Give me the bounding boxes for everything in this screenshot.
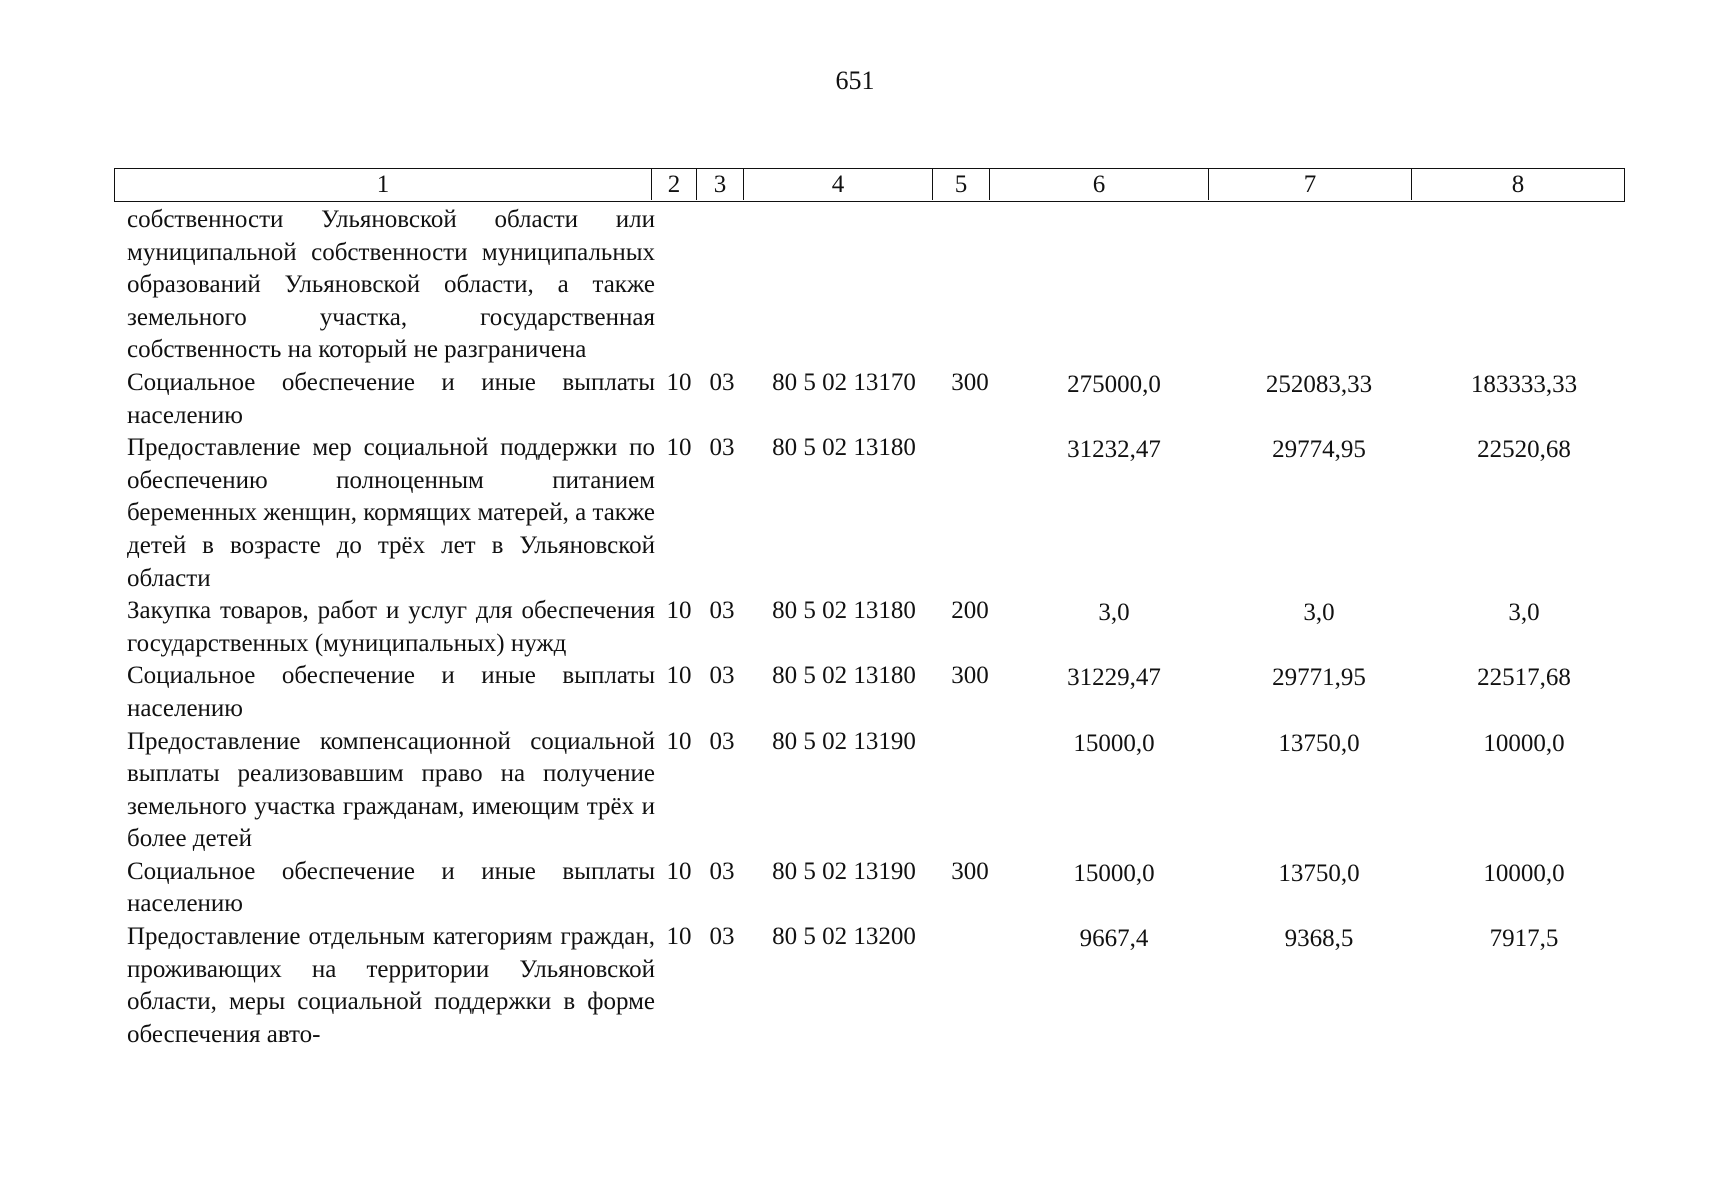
row-expense-type: 300 [951, 857, 989, 885]
row-amount-3: 22520,68 [1477, 436, 1571, 464]
row-section: 10 [666, 662, 692, 690]
row-amount-3: 10000,0 [1483, 859, 1565, 887]
header-col-6: 6 [989, 169, 1208, 200]
row-amount-2: 29771,95 [1272, 664, 1366, 692]
table-row [114, 660, 1634, 725]
row-description: Предоставление компенсационной социальной выплаты реализовавшим право на получение земельного участка гражданам, имеющим трёх и более детей [127, 727, 655, 853]
row-amount-2: 13750,0 [1278, 729, 1360, 757]
row-description: Социальное обеспечение и иные выплаты населению [127, 662, 655, 722]
row-expense-type: 300 [951, 662, 989, 690]
header-col-7: 7 [1208, 169, 1411, 200]
row-amount-3: 22517,68 [1477, 664, 1571, 692]
row-amount-3: 10000,0 [1483, 729, 1565, 757]
row-description: Предоставление отдельным категориям граждан, проживающих на территории Ульяновской области, меры социальной поддержки в форме обеспечения авто- [127, 923, 655, 1048]
row-section: 10 [666, 727, 692, 755]
row-description: Закупка товаров, работ и услуг для обеспечения государственных (муниципальных) нужд [127, 597, 655, 657]
row-expense-type: 300 [951, 368, 989, 396]
row-description: Социальное обеспечение и иные выплаты населению [127, 368, 655, 429]
row-amount-3: 183333,33 [1470, 370, 1578, 398]
row-section: 10 [666, 857, 692, 885]
header-col-3: 3 [696, 169, 743, 200]
row-section: 10 [666, 597, 692, 625]
row-amount-2: 9368,5 [1284, 925, 1354, 953]
header-col-1: 1 [376, 171, 390, 198]
row-amount-2: 252083,33 [1265, 370, 1373, 398]
table-row [114, 432, 1634, 595]
table-row [114, 726, 1634, 856]
row-description: Предоставление мер социальной поддержки по обеспечению полноценным питанием беременных женщин, кормящих матерей, а также детей в возрасте до трёх лет в Ульяновской области [127, 434, 655, 592]
row-subsection: 03 [709, 597, 735, 625]
row-amount-1: 15000,0 [1073, 729, 1155, 757]
header-col-2: 2 [651, 169, 696, 200]
row-description: Социальное обеспечение и иные выплаты населению [127, 857, 655, 918]
row-amount-1: 31232,47 [1067, 436, 1161, 464]
row-target-code: 80 5 02 13200 [772, 923, 916, 951]
row-subsection: 03 [709, 857, 735, 885]
row-subsection: 03 [709, 727, 735, 755]
row-amount-2: 13750,0 [1278, 859, 1360, 887]
row-amount-1: 31229,47 [1067, 664, 1161, 692]
row-subsection: 03 [709, 434, 735, 462]
table-body [114, 204, 1634, 1051]
row-target-code: 80 5 02 13180 [772, 434, 916, 462]
row-target-code: 80 5 02 13170 [772, 368, 916, 396]
header-col-4: 4 [743, 169, 932, 200]
page-number: 651 [835, 66, 875, 95]
row-amount-1: 3,0 [1098, 599, 1130, 627]
table-header [114, 168, 1625, 202]
row-amount-1: 9667,4 [1079, 925, 1149, 953]
row-subsection: 03 [709, 368, 735, 396]
row-target-code: 80 5 02 13190 [772, 857, 916, 885]
row-target-code: 80 5 02 13180 [772, 662, 916, 690]
table-row [114, 856, 1634, 921]
row-amount-3: 3,0 [1508, 599, 1540, 627]
row-amount-1: 15000,0 [1073, 859, 1155, 887]
table-row [114, 204, 1634, 367]
row-subsection: 03 [709, 662, 735, 690]
row-section: 10 [666, 923, 692, 951]
row-amount-2: 3,0 [1303, 599, 1335, 627]
header-col-8: 8 [1411, 169, 1624, 200]
row-subsection: 03 [709, 923, 735, 951]
row-target-code: 80 5 02 13190 [772, 727, 916, 755]
row-section: 10 [666, 434, 692, 462]
row-section: 10 [666, 368, 692, 396]
table-row [114, 595, 1634, 660]
table-row [114, 921, 1634, 1051]
row-amount-1: 275000,0 [1067, 370, 1161, 398]
row-amount-3: 7917,5 [1489, 925, 1559, 953]
row-expense-type: 200 [951, 597, 989, 625]
header-col-5: 5 [932, 169, 989, 200]
row-amount-2: 29774,95 [1272, 436, 1366, 464]
row-description: собственности Ульяновской области или муниципальной собственности муниципальных образований Ульяновской области, а также земельного участка, государственная собственность на который не разграничена [127, 206, 655, 364]
row-target-code: 80 5 02 13180 [772, 597, 916, 625]
table-row [114, 367, 1634, 432]
